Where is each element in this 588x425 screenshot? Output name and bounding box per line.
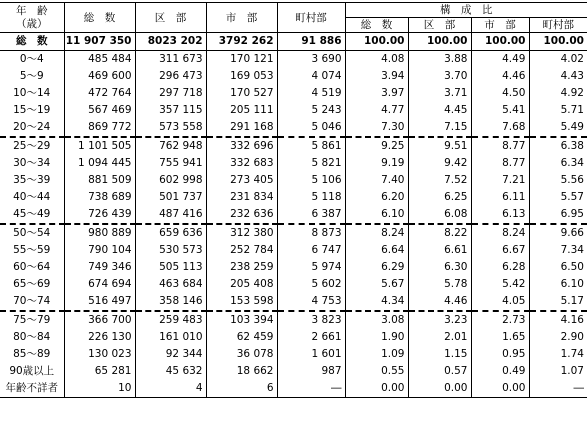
pct-ku-cell: 6.08 (408, 206, 471, 224)
table-row (0, 51, 587, 69)
pct-ku-cell: 1.15 (408, 346, 471, 363)
table-row (0, 311, 587, 329)
ku-cell: 530 573 (135, 242, 206, 259)
age-cell: 65～69 (13, 278, 51, 290)
pct-shi-cell: 6.11 (471, 189, 529, 206)
shi-cell: 6 (206, 380, 277, 398)
pct-choson-cell: 5.49 (529, 119, 587, 137)
total-cell: 366 700 (64, 311, 135, 329)
table-row (0, 259, 587, 276)
total-cell: 469 600 (64, 68, 135, 85)
pct-shi-cell: 5.42 (471, 276, 529, 293)
ku-cell: 92 344 (135, 346, 206, 363)
age-cell: 80～84 (13, 331, 51, 343)
pct-total-cell: 6.64 (345, 242, 408, 259)
pct-ku-cell: 3.71 (408, 85, 471, 102)
pct-total-cell: 6.29 (345, 259, 408, 276)
table-row (0, 85, 587, 102)
total-row (0, 33, 587, 51)
pct-choson-cell: 5.17 (529, 293, 587, 311)
ku-cell: 487 416 (135, 206, 206, 224)
pct-ku-cell: 7.15 (408, 119, 471, 137)
choson-cell: 6 747 (277, 242, 345, 259)
total-row-label: 総 数 (0, 33, 64, 51)
table-row (0, 329, 587, 346)
table-row (0, 242, 587, 259)
shi-cell: 36 078 (206, 346, 277, 363)
header-comp-ku: 区 部 (408, 18, 471, 33)
table-row (0, 276, 587, 293)
pct-choson-cell: 5.57 (529, 189, 587, 206)
shi-cell: 170 121 (206, 51, 277, 69)
choson-cell: 5 821 (277, 155, 345, 172)
shi-cell: 153 598 (206, 293, 277, 311)
choson-cell: 3 690 (277, 51, 345, 69)
pct-total-cell: 3.94 (345, 68, 408, 85)
pct-ku-cell: 2.01 (408, 329, 471, 346)
choson-cell: 1 601 (277, 346, 345, 363)
total-cell: 749 346 (64, 259, 135, 276)
population-by-age-table (0, 2, 587, 398)
pct-ku-cell: 0.00 (408, 380, 471, 398)
ku-cell: 358 146 (135, 293, 206, 311)
pct-ku-cell: 3.23 (408, 311, 471, 329)
table-row (0, 137, 587, 155)
choson-cell: 4 753 (277, 293, 345, 311)
pct-shi-cell: 4.46 (471, 68, 529, 85)
pct-total-cell: 1.09 (345, 346, 408, 363)
ku-cell: 659 636 (135, 224, 206, 242)
pct-shi-cell: 7.21 (471, 172, 529, 189)
pct-ku-cell: 0.57 (408, 363, 471, 380)
age-cell: 40～44 (13, 191, 51, 203)
pct-total-cell: 7.30 (345, 119, 408, 137)
pct-choson-cell: 6.10 (529, 276, 587, 293)
pct-ku-cell: 8.22 (408, 224, 471, 242)
ku-cell: 762 948 (135, 137, 206, 155)
total-cell: 516 497 (64, 293, 135, 311)
header-age-unit: （歳） (16, 17, 48, 30)
age-cell: 20～24 (0, 119, 64, 137)
total-cell: 130 023 (64, 346, 135, 363)
shi-cell: 205 408 (206, 276, 277, 293)
total-cell: 738 689 (64, 189, 135, 206)
table-row (0, 363, 587, 380)
pct-shi-cell: 0.00 (471, 380, 529, 398)
age-cell: 75～79 (13, 314, 51, 326)
shi-cell: 103 394 (206, 311, 277, 329)
pct-shi-cell: 4.50 (471, 85, 529, 102)
shi-cell: 291 168 (206, 119, 277, 137)
choson-cell: 5 106 (277, 172, 345, 189)
ku-cell: 573 558 (135, 119, 206, 137)
total-cell: 790 104 (64, 242, 135, 259)
age-cell: 70～74 (0, 293, 64, 311)
shi-cell: 238 259 (206, 259, 277, 276)
total-row-total: 11 907 350 (64, 33, 135, 51)
pct-total-cell: 4.77 (345, 102, 408, 119)
pct-shi-cell: 8.77 (471, 137, 529, 155)
shi-cell: 252 784 (206, 242, 277, 259)
total-row-ku: 8023 202 (135, 33, 206, 51)
pct-ku-cell: 7.52 (408, 172, 471, 189)
age-cell: 45～49 (0, 206, 64, 224)
ku-cell: 296 473 (135, 68, 206, 85)
pct-choson-cell: 4.43 (529, 68, 587, 85)
choson-cell: 8 873 (277, 224, 345, 242)
header-row-1 (0, 3, 587, 18)
pct-choson-cell: 4.02 (529, 51, 587, 69)
pct-ku-cell: 5.78 (408, 276, 471, 293)
header-comp-shi: 市 部 (471, 18, 529, 33)
age-cell: 年齢不詳者 (0, 380, 64, 398)
pct-total-cell: 1.90 (345, 329, 408, 346)
pct-ku-cell: 6.30 (408, 259, 471, 276)
pct-choson-cell: 9.66 (529, 224, 587, 242)
pct-total-cell: 3.97 (345, 85, 408, 102)
choson-cell: 5 602 (277, 276, 345, 293)
age-cell: 15～19 (13, 104, 51, 116)
pct-total-cell: 8.24 (345, 224, 408, 242)
choson-cell: 5 974 (277, 259, 345, 276)
pct-total-cell: 4.08 (345, 51, 408, 69)
choson-cell: 987 (277, 363, 345, 380)
pct-choson-cell: 2.90 (529, 329, 587, 346)
total-cell: 980 889 (64, 224, 135, 242)
pct-ku-cell: 6.25 (408, 189, 471, 206)
total-cell: 726 439 (64, 206, 135, 224)
table-row (0, 119, 587, 137)
total-cell: 869 772 (64, 119, 135, 137)
header-composition: 構 成 比 (345, 3, 587, 18)
shi-cell: 205 111 (206, 102, 277, 119)
pct-shi-cell: 2.73 (471, 311, 529, 329)
pct-choson-cell: 1.07 (529, 363, 587, 380)
pct-shi-cell: 0.95 (471, 346, 529, 363)
header-age (0, 3, 64, 33)
choson-cell: 3 823 (277, 311, 345, 329)
table-row (0, 155, 587, 172)
shi-cell: 231 834 (206, 189, 277, 206)
header-comp-choson: 町村部 (529, 18, 587, 33)
shi-cell: 18 662 (206, 363, 277, 380)
age-cell: 25～29 (13, 140, 51, 152)
pct-ku-cell: 9.51 (408, 137, 471, 155)
pct-choson-cell: 6.38 (529, 137, 587, 155)
total-row-shi: 3792 262 (206, 33, 277, 51)
pct-total-cell: 4.34 (345, 293, 408, 311)
table-row (0, 293, 587, 311)
total-row-pct-shi: 100.00 (471, 33, 529, 51)
pct-choson-cell: 5.56 (529, 172, 587, 189)
age-cell: 0～4 (19, 53, 44, 65)
total-cell: 226 130 (64, 329, 135, 346)
pct-ku-cell: 3.88 (408, 51, 471, 69)
choson-cell: 4 074 (277, 68, 345, 85)
pct-total-cell: 6.10 (345, 206, 408, 224)
age-cell: 35～39 (13, 174, 51, 186)
total-row-choson: 91 886 (277, 33, 345, 51)
total-cell: 1 094 445 (64, 155, 135, 172)
table-row (0, 172, 587, 189)
pct-choson-cell: 4.92 (529, 85, 587, 102)
pct-ku-cell: 9.42 (408, 155, 471, 172)
pct-choson-cell: 6.50 (529, 259, 587, 276)
shi-cell: 62 459 (206, 329, 277, 346)
pct-total-cell: 9.25 (345, 137, 408, 155)
pct-shi-cell: 8.24 (471, 224, 529, 242)
shi-cell: 273 405 (206, 172, 277, 189)
pct-choson-cell: 5.71 (529, 102, 587, 119)
table-row (0, 380, 587, 398)
age-cell: 55～59 (13, 244, 51, 256)
shi-cell: 232 636 (206, 206, 277, 224)
choson-cell: ― (277, 380, 345, 398)
ku-cell: 45 632 (135, 363, 206, 380)
table-body (0, 33, 587, 398)
total-cell: 472 764 (64, 85, 135, 102)
pct-total-cell: 9.19 (345, 155, 408, 172)
choson-cell: 5 243 (277, 102, 345, 119)
shi-cell: 169 053 (206, 68, 277, 85)
age-cell: 10～14 (13, 87, 51, 99)
pct-choson-cell: 1.74 (529, 346, 587, 363)
ku-cell: 463 684 (135, 276, 206, 293)
pct-shi-cell: 4.49 (471, 51, 529, 69)
shi-cell: 332 696 (206, 137, 277, 155)
ku-cell: 311 673 (135, 51, 206, 69)
header-shi: 市 部 (206, 3, 277, 33)
ku-cell: 602 998 (135, 172, 206, 189)
table-row (0, 224, 587, 242)
pct-choson-cell: ― (529, 380, 587, 398)
table-row (0, 206, 587, 224)
header-ku: 区 部 (135, 3, 206, 33)
age-cell: 90歳以上 (9, 365, 55, 377)
choson-cell: 4 519 (277, 85, 345, 102)
age-cell: 85～89 (13, 348, 51, 360)
table-row (0, 346, 587, 363)
total-cell: 10 (64, 380, 135, 398)
table-row (0, 189, 587, 206)
pct-total-cell: 0.00 (345, 380, 408, 398)
ku-cell: 161 010 (135, 329, 206, 346)
pct-shi-cell: 0.49 (471, 363, 529, 380)
pct-shi-cell: 6.67 (471, 242, 529, 259)
total-row-pct-ku: 100.00 (408, 33, 471, 51)
pct-choson-cell: 7.34 (529, 242, 587, 259)
total-row-pct-choson: 100.00 (529, 33, 587, 51)
ku-cell: 357 115 (135, 102, 206, 119)
ku-cell: 755 941 (135, 155, 206, 172)
pct-shi-cell: 1.65 (471, 329, 529, 346)
pct-total-cell: 7.40 (345, 172, 408, 189)
choson-cell: 6 387 (277, 206, 345, 224)
age-cell: 30～34 (13, 157, 51, 169)
total-cell: 881 509 (64, 172, 135, 189)
shi-cell: 170 527 (206, 85, 277, 102)
pct-shi-cell: 6.13 (471, 206, 529, 224)
pct-ku-cell: 6.61 (408, 242, 471, 259)
choson-cell: 5 046 (277, 119, 345, 137)
pct-shi-cell: 5.41 (471, 102, 529, 119)
table-row (0, 102, 587, 119)
pct-total-cell: 0.55 (345, 363, 408, 380)
pct-shi-cell: 7.68 (471, 119, 529, 137)
total-cell: 567 469 (64, 102, 135, 119)
choson-cell: 5 861 (277, 137, 345, 155)
header-age-label: 年 齢 (16, 4, 48, 17)
total-cell: 485 484 (64, 51, 135, 69)
pct-total-cell: 3.08 (345, 311, 408, 329)
shi-cell: 312 380 (206, 224, 277, 242)
choson-cell: 5 118 (277, 189, 345, 206)
pct-shi-cell: 6.28 (471, 259, 529, 276)
total-cell: 65 281 (64, 363, 135, 380)
pct-total-cell: 5.67 (345, 276, 408, 293)
header-total: 総 数 (64, 3, 135, 33)
pct-shi-cell: 4.05 (471, 293, 529, 311)
age-cell: 50～54 (13, 227, 51, 239)
pct-shi-cell: 8.77 (471, 155, 529, 172)
total-row-pct-total: 100.00 (345, 33, 408, 51)
ku-cell: 297 718 (135, 85, 206, 102)
pct-ku-cell: 4.45 (408, 102, 471, 119)
ku-cell: 501 737 (135, 189, 206, 206)
total-cell: 674 694 (64, 276, 135, 293)
header-comp-total: 総 数 (345, 18, 408, 33)
header-choson: 町村部 (277, 3, 345, 33)
pct-total-cell: 6.20 (345, 189, 408, 206)
table-row (0, 68, 587, 85)
pct-choson-cell: 4.16 (529, 311, 587, 329)
pct-ku-cell: 4.46 (408, 293, 471, 311)
pct-choson-cell: 6.95 (529, 206, 587, 224)
ku-cell: 505 113 (135, 259, 206, 276)
ku-cell: 259 483 (135, 311, 206, 329)
shi-cell: 332 683 (206, 155, 277, 172)
pct-choson-cell: 6.34 (529, 155, 587, 172)
ku-cell: 4 (135, 380, 206, 398)
total-cell: 1 101 505 (64, 137, 135, 155)
pct-ku-cell: 3.70 (408, 68, 471, 85)
choson-cell: 2 661 (277, 329, 345, 346)
age-cell: 5～9 (19, 70, 44, 82)
age-cell: 60～64 (13, 261, 51, 273)
